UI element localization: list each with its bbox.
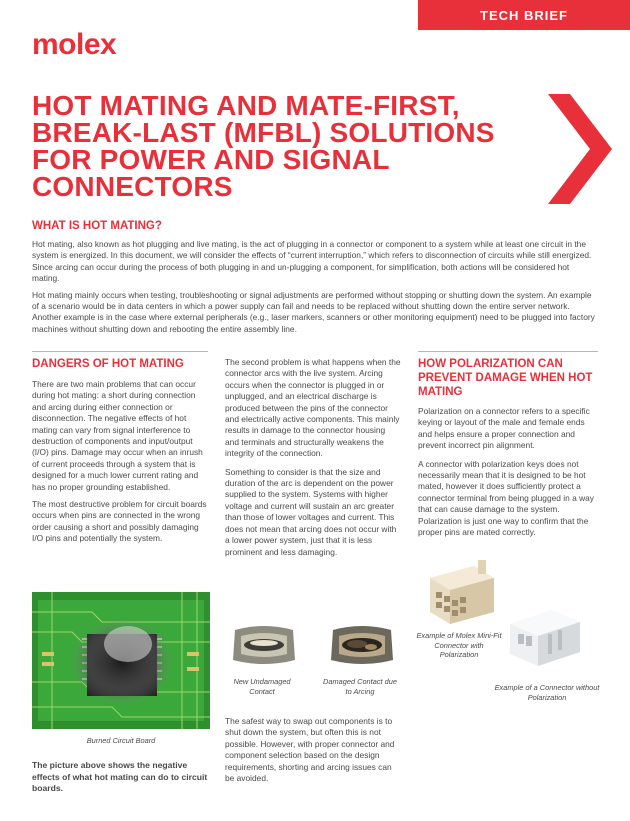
undamaged-contact-caption: New Undamaged Contact — [233, 677, 291, 696]
chevron-right-icon — [548, 94, 614, 204]
intro-section — [32, 219, 598, 335]
tech-brief-tag: TECH BRIEF — [418, 0, 630, 30]
unpolarized-connector-image — [504, 600, 586, 672]
polarization-heading: HOW POLARIZATION CAN PREVENT DAMAGE WHEN HOT MATING — [418, 358, 593, 398]
dangers-heading: DANGERS OF HOT MATING — [32, 358, 184, 370]
undamaged-contact-image — [229, 622, 299, 670]
intro-heading: WHAT IS HOT MATING? — [32, 220, 162, 232]
intro-paragraph-1: Hot mating, also known as hot plugging and live mating, is the act of plugging in a connector or component to a system while at least one circuit in the system is energized. In this document, we will consider the effects of “current interruption,” which refers to disconnection of circuits while still energized. Since arcing can occur during the process of both plugging in and un-plugging a component, for simplification, both actions will be considered hot mating. — [32, 239, 592, 284]
dangers-section — [32, 357, 208, 545]
polarization-section — [418, 357, 598, 538]
dangers-paragraph-2: The most destructive problem for circuit boards occurs when pins are connected in the wrong order causing a short and possibly damaging I/O pins and potentially the system. — [32, 499, 207, 544]
damaged-contact-caption: Damaged Contact due to Arcing — [323, 677, 397, 696]
col3-divider — [418, 351, 598, 352]
mini-fit-caption: Example of Molex Mini-Fit Connector with Polarization — [416, 631, 502, 659]
burned-board-caption: Burned Circuit Board — [86, 736, 156, 745]
page-title: HOT MATING AND MATE-FIRST, BREAK-LAST (MFBL) SOLUTIONS FOR POWER AND SIGNAL CONNECTORS — [32, 90, 495, 202]
burned-board-bold-caption: The picture above shows the negative effects of what hot mating can do to circuit boards. — [32, 760, 208, 793]
polarization-paragraph-1: Polarization on a connector refers to a specific keying or layout of the male and female ends and helps ensure a proper connection and prevent incorrect pin alignment. — [418, 406, 590, 451]
molex-mini-fit-connector-image — [422, 556, 500, 628]
unpolarized-caption: Example of a Connector without Polarization — [494, 683, 600, 702]
damaged-contact-image — [327, 622, 397, 670]
burned-circuit-board-image — [32, 592, 210, 729]
dangers-paragraph-1: There are two main problems that can occur during hot mating: a short during connection and arcing during either connection or disconnection. The negative effects of hot mating can vary from signal interference to destruction of components and input/output (I/O) pins. Damage may occur when an inrush of current proceeds through a system that is designed for a much lower current rating and has no proper grounding established. — [32, 379, 203, 492]
arcing-paragraph-1: The second problem is what happens when the connector arcs with the live system. Arcing occurs when the connector is plugged in or unplugged, and an electrical discharge is produced between the pins of the connector and electrically active components. This mainly results in damage to the connector housing and terminals and structurally weakens the integrity of the connection. — [225, 357, 401, 459]
arcing-paragraph-2: Something to consider is that the size and duration of the arc is dependent on the power supplied to the system. Systems with higher voltage and current will sustain an arc greater than those of lower voltages and current. This does not mean that arcing does not occur with a lower power system, just that it is less prominent and less damaging. — [225, 466, 397, 557]
col1-divider — [32, 351, 208, 352]
arcing-paragraph-3: The safest way to swap out components is to shut down the system, but often this is not possible. However, with proper connector and component selection based on the design requirements, shorting and arcing issues can be avoided. — [225, 716, 395, 784]
intro-paragraph-2: Hot mating mainly occurs when testing, troubleshooting or signal adjustments are performed without stopping or shutting down the system. An example of a scenario would be in data centers in which a power supply can fail and needs to be replaced without shutting down the entire server network. Another example is in the case where external peripherals (e.g., laser markers, scanners or other monitoring equipment) need to be plugged into factory machines without shutting down and rebooting the entire assembly line. — [32, 289, 595, 334]
arcing-section — [225, 357, 401, 558]
molex-logo: molex — [32, 28, 117, 61]
polarization-paragraph-2: A connector with polarization keys does not necessarily mean that it is designed to be hot mated, however it does sufficiently protect a connector terminal from being plugged in a way that can cause damage to the system. Polarization is just one way to confirm that the proper pins are mated correctly. — [418, 458, 594, 538]
